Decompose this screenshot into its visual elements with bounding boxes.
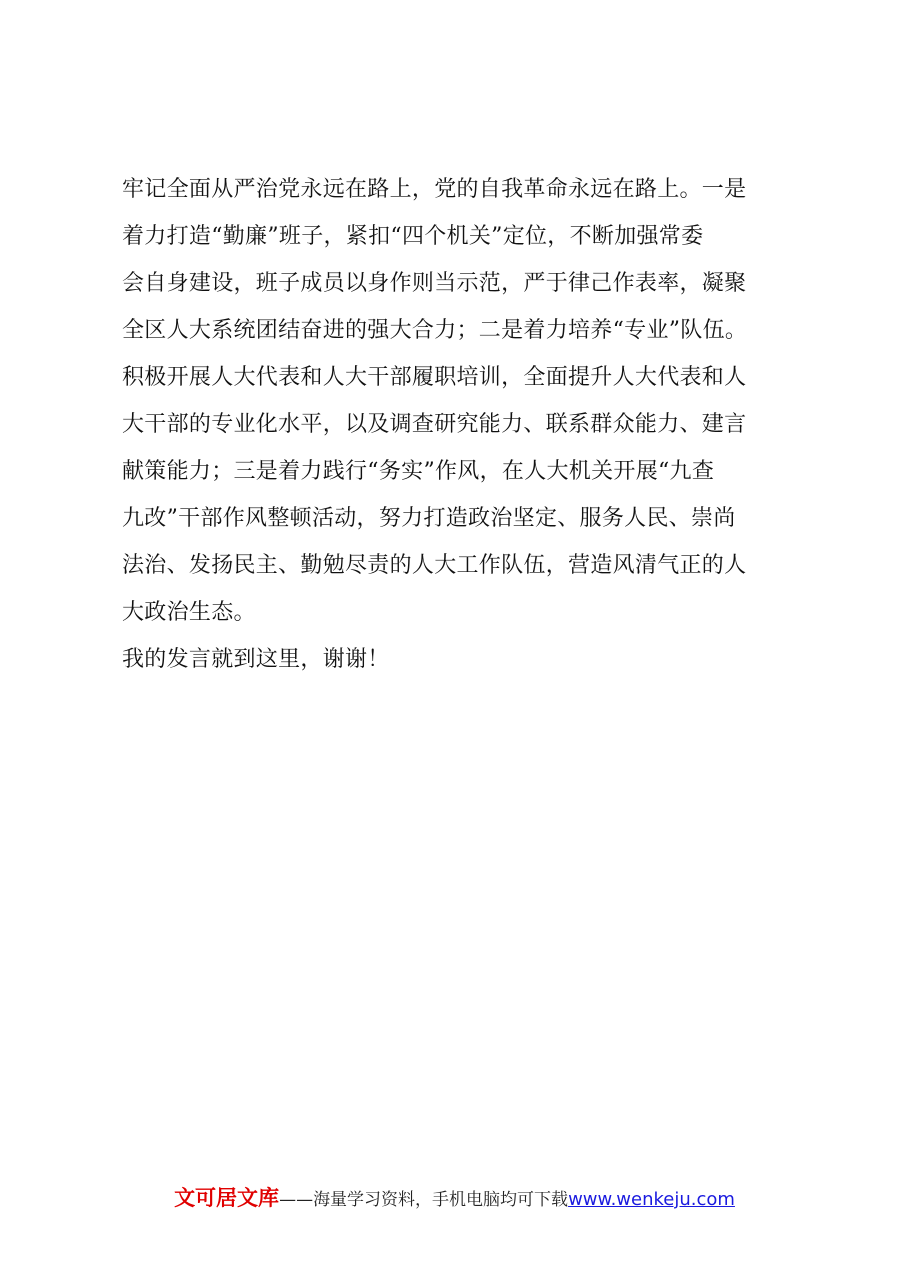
paragraph-line-9: 法治、发扬民主、勤勉尽责的人大工作队伍，营造风清气正的人	[122, 553, 747, 578]
paragraph-line-6: 大干部的专业化水平，以及调查研究能力、联系群众能力、建言	[122, 412, 747, 437]
footer-website-link[interactable]: www.wenkeju.com	[568, 1189, 735, 1210]
paragraph-line-3: 会自身建设，班子成员以身作则当示范，严于律己作表率，凝聚	[122, 271, 747, 296]
footer-brand: 文可居文库	[174, 1186, 280, 1210]
closing-line: 我的发言就到这里，谢谢！	[122, 647, 390, 672]
document-body	[122, 166, 790, 683]
paragraph-line-5: 积极开展人大代表和人大干部履职培训，全面提升人大代表和人	[122, 365, 747, 390]
footer-banner	[0, 1180, 909, 1216]
paragraph-line-4: 全区人大系统团结奋进的强大合力；二是着力培养“专业”队伍。	[122, 318, 748, 343]
paragraph-line-7: 献策能力；三是着力践行“务实”作风，在人大机关开展“九查	[122, 459, 715, 484]
paragraph-line-10: 大政治生态。	[122, 600, 256, 625]
footer-tagline: ——海量学习资料，手机电脑均可下载	[279, 1190, 569, 1210]
paragraph-line-1: 牢记全面从严治党永远在路上，党的自我革命永远在路上。一是	[122, 177, 747, 202]
paragraph-line-8: 九改”干部作风整顿活动，努力打造政治坚定、服务人民、崇尚	[122, 506, 736, 531]
paragraph-line-2: 着力打造“勤廉”班子，紧扣“四个机关”定位，不断加强常委	[122, 224, 704, 249]
